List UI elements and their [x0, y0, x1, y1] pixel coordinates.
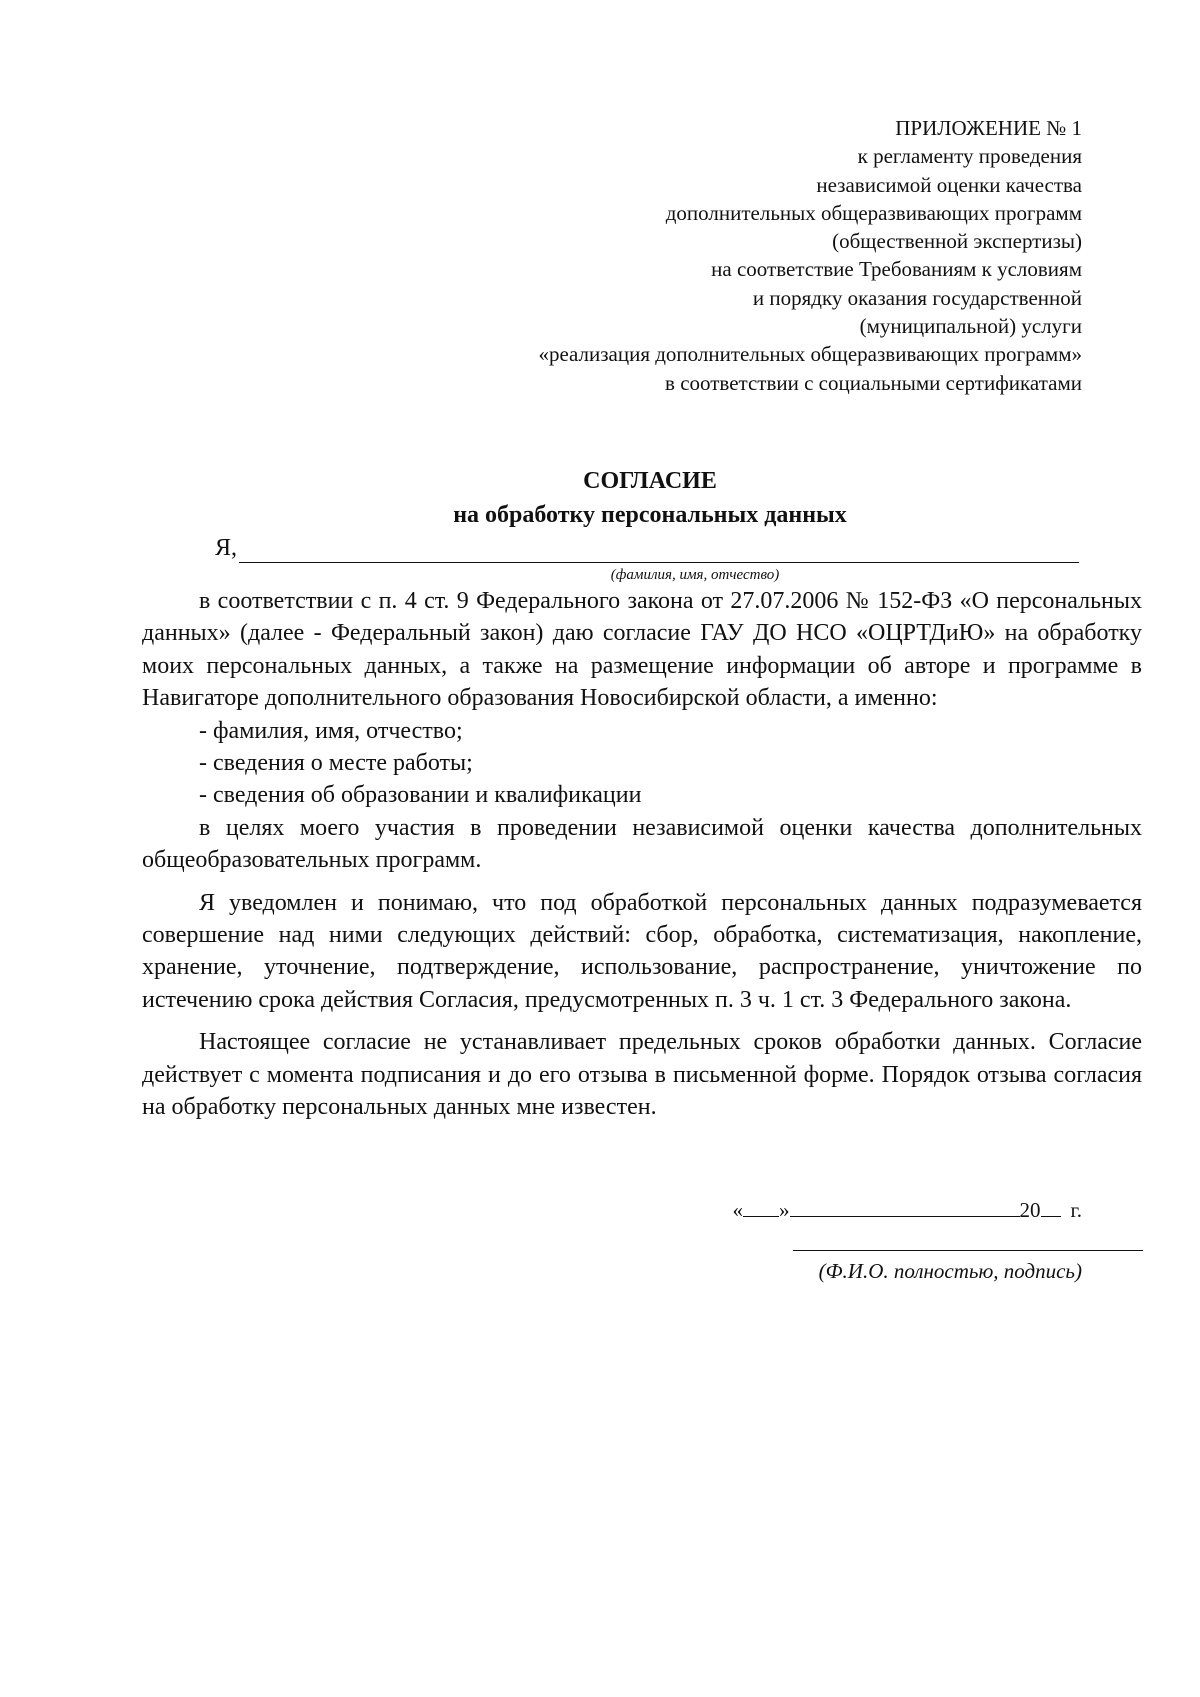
appendix-line: «реализация дополнительных общеразвивающих программ» [538, 342, 1082, 367]
list-item: - сведения об образовании и квалификации [199, 782, 642, 809]
consent-paragraph: Настоящее согласие не устанавливает предельных сроков обработки данных. Согласие действует с момента подписания и до его отзыва в письменной форме. Порядок отзыва согласия на обработку персональных данных мне известен. [142, 1029, 1142, 1121]
appendix-line: (общественной экспертизы) [832, 229, 1082, 254]
year-prefix: 20 [1019, 1198, 1041, 1222]
appendix-line: и порядку оказания государственной [752, 285, 1082, 310]
appendix-line: независимой оценки качества [816, 172, 1082, 197]
consent-paragraph: в целях моего участия в проведении независимой оценки качества дополнительных общеобразовательных программ. [142, 814, 1142, 874]
appendix-header [538, 114, 1082, 397]
list-item: - сведения о месте работы; [199, 750, 473, 777]
document-title [0, 464, 1200, 532]
date-close-quote: » [779, 1198, 790, 1222]
name-hint: (фамилия, имя, отчество) [610, 567, 780, 583]
date-open-quote: « [732, 1198, 743, 1222]
name-prefix: Я, [215, 535, 238, 561]
month-blank[interactable] [790, 1198, 1020, 1217]
consent-paragraph: Я уведомлен и понимаю, что под обработкой персональных данных подразумевается совершение над ними следующих действий: сбор, обработка, систематизация, накопление, хранение, уточнение, подтверждение, использование, распространение, уничтожение по истечению срока действия Согласия, предусмотренных п. 3 ч. 1 ст. 3 Федерального закона. [142, 889, 1142, 1013]
name-blank-line[interactable] [239, 540, 1079, 563]
appendix-line: дополнительных общеразвивающих программ [665, 200, 1082, 225]
consent-body [142, 585, 1142, 1124]
signature-caption: (Ф.И.О. полностью, подпись) [818, 1259, 1082, 1283]
year-suffix: г. [1070, 1198, 1082, 1222]
title-sub: на обработку персональных данных [453, 502, 847, 528]
appendix-line: на соответствие Требованиям к условиям [711, 257, 1082, 282]
appendix-line: в соответствии с социальными сертификатами [665, 370, 1082, 395]
name-field [215, 533, 1079, 563]
appendix-line: к регламенту проведения [857, 144, 1082, 169]
signature-line[interactable] [793, 1250, 1143, 1251]
year-blank[interactable] [1041, 1198, 1061, 1217]
day-blank[interactable] [743, 1198, 779, 1217]
title-main: СОГЛАСИЕ [583, 468, 717, 494]
list-item: - фамилия, имя, отчество; [199, 717, 463, 744]
appendix-line: (муниципальной) услуги [859, 314, 1082, 339]
consent-paragraph: в соответствии с п. 4 ст. 9 Федерального закона от 27.07.2006 № 152-ФЗ «О персональных данных» (далее - Федеральный закон) даю согласие ГАУ ДО НСО «ОЦРТДиЮ» на обработку моих персональных данных, а также на размещение информации об авторе и программе в Навигаторе дополнительного образования Новосибирской области, а именно: [142, 588, 1142, 712]
date-line [733, 1197, 1083, 1223]
appendix-line: ПРИЛОЖЕНИЕ № 1 [895, 116, 1082, 140]
